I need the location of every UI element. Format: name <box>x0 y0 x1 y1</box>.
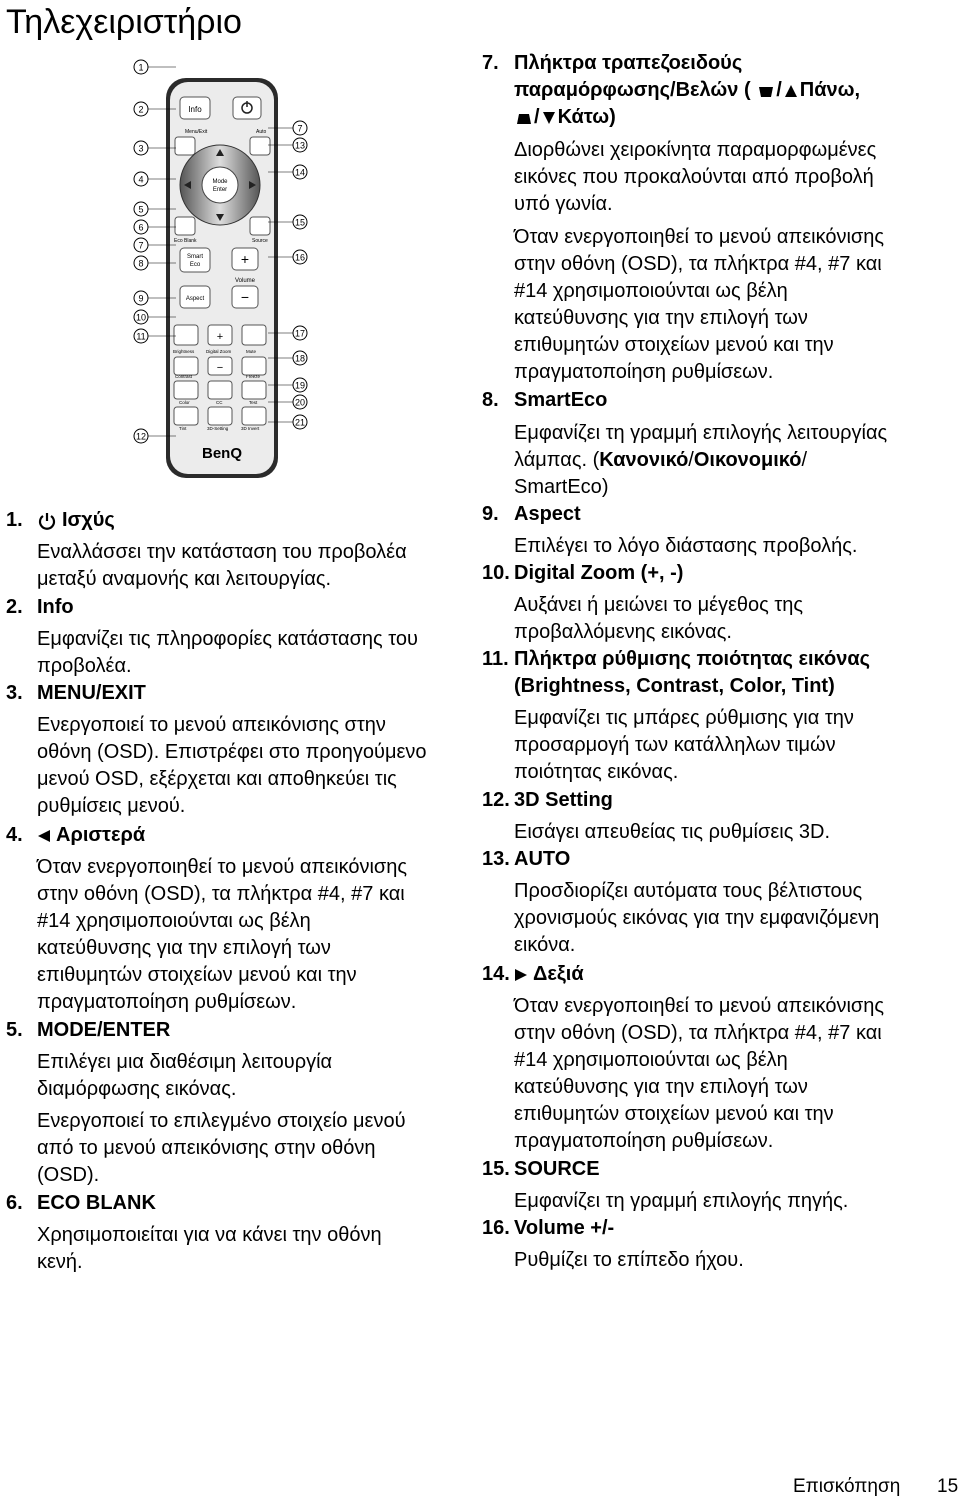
callout-number: 7 <box>297 123 303 134</box>
callout-number: 21 <box>294 417 306 428</box>
item-title: Ισχύς <box>62 509 115 531</box>
callout-number: 19 <box>294 380 306 391</box>
svg-text:3D-Setting: 3D-Setting <box>207 426 229 431</box>
callout-number: 14 <box>294 167 306 178</box>
callout-number: 2 <box>138 104 144 115</box>
item-title: Δεξιά <box>533 963 584 985</box>
svg-text:−: − <box>240 289 250 305</box>
svg-text:Test: Test <box>249 400 258 405</box>
svg-text:Contrast: Contrast <box>175 374 193 379</box>
callout-number: 9 <box>138 293 144 304</box>
callout-number: 1 <box>138 62 144 73</box>
svg-text:Brightness: Brightness <box>173 349 195 354</box>
left-arrow-icon <box>37 829 51 843</box>
svg-text:CC: CC <box>216 400 223 405</box>
svg-text:Digital Zoom: Digital Zoom <box>206 349 232 354</box>
svg-text:+: + <box>240 251 250 267</box>
svg-text:Mute: Mute <box>246 349 257 354</box>
callout-number: 10 <box>135 312 147 323</box>
callout-number: 15 <box>294 217 306 228</box>
svg-text:Smart: Smart <box>186 254 204 260</box>
callout-number: 16 <box>294 252 306 263</box>
svg-text:Source: Source <box>252 238 268 244</box>
svg-text:Info: Info <box>188 105 202 114</box>
power-icon <box>37 511 57 531</box>
callout-number: 5 <box>138 204 144 215</box>
remote-control-illustration <box>128 55 318 491</box>
item-title: Αριστερά <box>56 824 146 846</box>
callout-number: 11 <box>136 331 146 342</box>
svg-text:Color: Color <box>179 400 190 405</box>
svg-text:Mode: Mode <box>212 179 228 185</box>
callout-number: 8 <box>138 258 144 269</box>
svg-text:BenQ: BenQ <box>201 445 243 462</box>
svg-text:Auto: Auto <box>256 129 267 135</box>
svg-text:+: + <box>216 331 224 343</box>
svg-text:−: − <box>216 362 224 374</box>
page-title: Τηλεχειριστήριο <box>6 3 242 41</box>
callout-number: 4 <box>138 174 144 185</box>
svg-text:Eco: Eco <box>189 262 201 268</box>
svg-text:Tint: Tint <box>179 426 187 431</box>
callout-number: 3 <box>138 143 144 154</box>
svg-text:Eco Blank: Eco Blank <box>174 238 197 244</box>
callout-number: 6 <box>138 222 144 233</box>
callout-number: 17 <box>294 328 306 339</box>
footer-section: Επισκόπηση <box>793 1476 901 1497</box>
svg-text:Aspect: Aspect <box>185 296 205 302</box>
callout-number: 13 <box>294 140 306 151</box>
svg-text:Volume: Volume <box>234 278 256 284</box>
svg-text:3D Invert: 3D Invert <box>241 426 260 431</box>
right-arrow-icon <box>514 968 528 982</box>
callout-number: 20 <box>294 397 306 408</box>
svg-text:Freeze: Freeze <box>246 374 261 379</box>
keystone-down-icon <box>516 111 532 125</box>
keystone-up-icon <box>758 84 774 98</box>
callout-number: 12 <box>135 431 147 442</box>
up-arrow-icon <box>784 84 798 98</box>
callout-number: 7 <box>138 240 144 251</box>
callout-number: 18 <box>294 353 306 364</box>
down-arrow-icon <box>542 111 556 125</box>
svg-text:Enter: Enter <box>212 187 228 193</box>
page-number: 15 <box>937 1476 959 1497</box>
svg-text:Menu/Exit: Menu/Exit <box>185 129 208 135</box>
